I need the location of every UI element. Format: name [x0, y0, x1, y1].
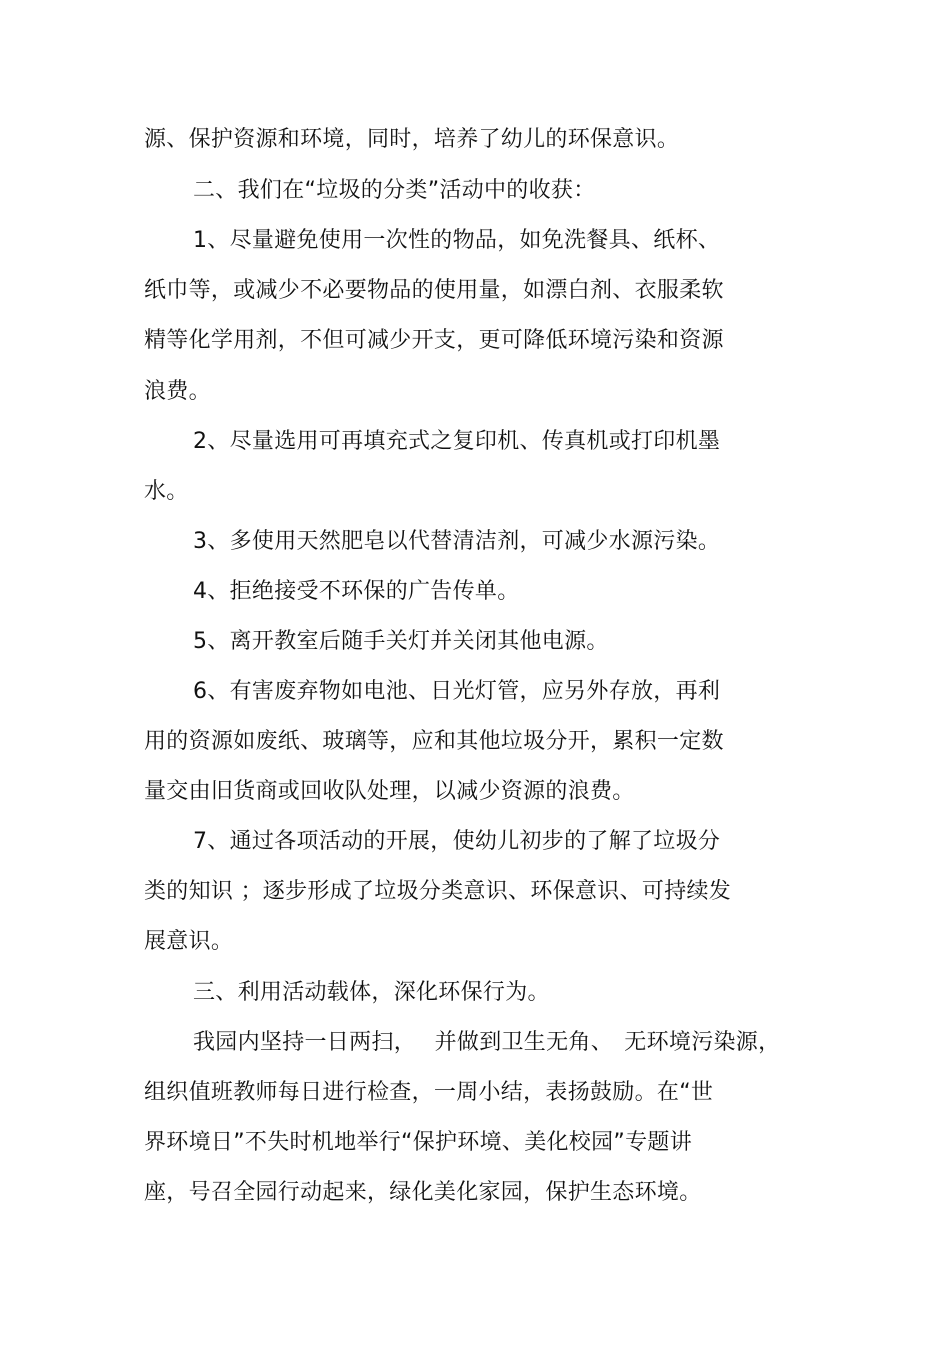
- list-item-3: 3、多使用天然肥皂以代替清洁剂，可减少水源污染。: [193, 529, 721, 554]
- text-line: 量交由旧货商或回收队处理，以减少资源的浪费。: [144, 779, 635, 804]
- text-line: 浪费。: [144, 379, 211, 404]
- paragraph-start: 我园内坚持一日两扫， 并做到卫生无角、 无环境污染源，: [193, 1030, 781, 1055]
- list-item-5: 5、离开教室后随手关灯并关闭其他电源。: [193, 629, 609, 654]
- text-line: 组织值班教师每日进行检查，一周小结，表扬鼓励。在“世: [144, 1080, 714, 1105]
- text-line: 座，号召全园行动起来，绿化美化家园，保护生态环境。: [144, 1180, 702, 1205]
- list-item-4: 4、拒绝接受不环保的广告传单。: [193, 579, 520, 604]
- list-item-7: 7、通过各项活动的开展，使幼儿初步的了解了垃圾分: [193, 829, 721, 854]
- list-item-2: 2、尽量选用可再填充式之复印机、传真机或打印机墨: [193, 429, 721, 454]
- text-line: 精等化学用剂，不但可减少开支，更可降低环境污染和资源: [144, 328, 724, 353]
- section-heading: 二、我们在“垃圾的分类”活动中的收获：: [193, 178, 596, 203]
- text-line: 展意识。: [144, 929, 234, 954]
- text-line: 界环境日”不失时机地举行“保护环境、美化校园”专题讲: [144, 1130, 692, 1155]
- text-line: 用的资源如废纸、玻璃等，应和其他垃圾分开，累积一定数: [144, 729, 724, 754]
- list-item-1: 1、尽量避免使用一次性的物品，如免洗餐具、纸杯、: [193, 228, 721, 253]
- text-line: 类的知识 ；逐步形成了垃圾分类意识、环保意识、可持续发: [144, 879, 732, 904]
- text-line: 纸巾等，或减少不必要物品的使用量，如漂白剂、衣服柔软: [144, 278, 724, 303]
- text-line: 水。: [144, 479, 189, 504]
- list-item-6: 6、有害废弃物如电池、日光灯管，应另外存放，再利: [193, 679, 721, 704]
- text-line: 源、保护资源和环境，同时，培养了幼儿的环保意识。: [144, 127, 680, 152]
- section-heading: 三、利用活动载体，深化环保行为。: [193, 980, 550, 1005]
